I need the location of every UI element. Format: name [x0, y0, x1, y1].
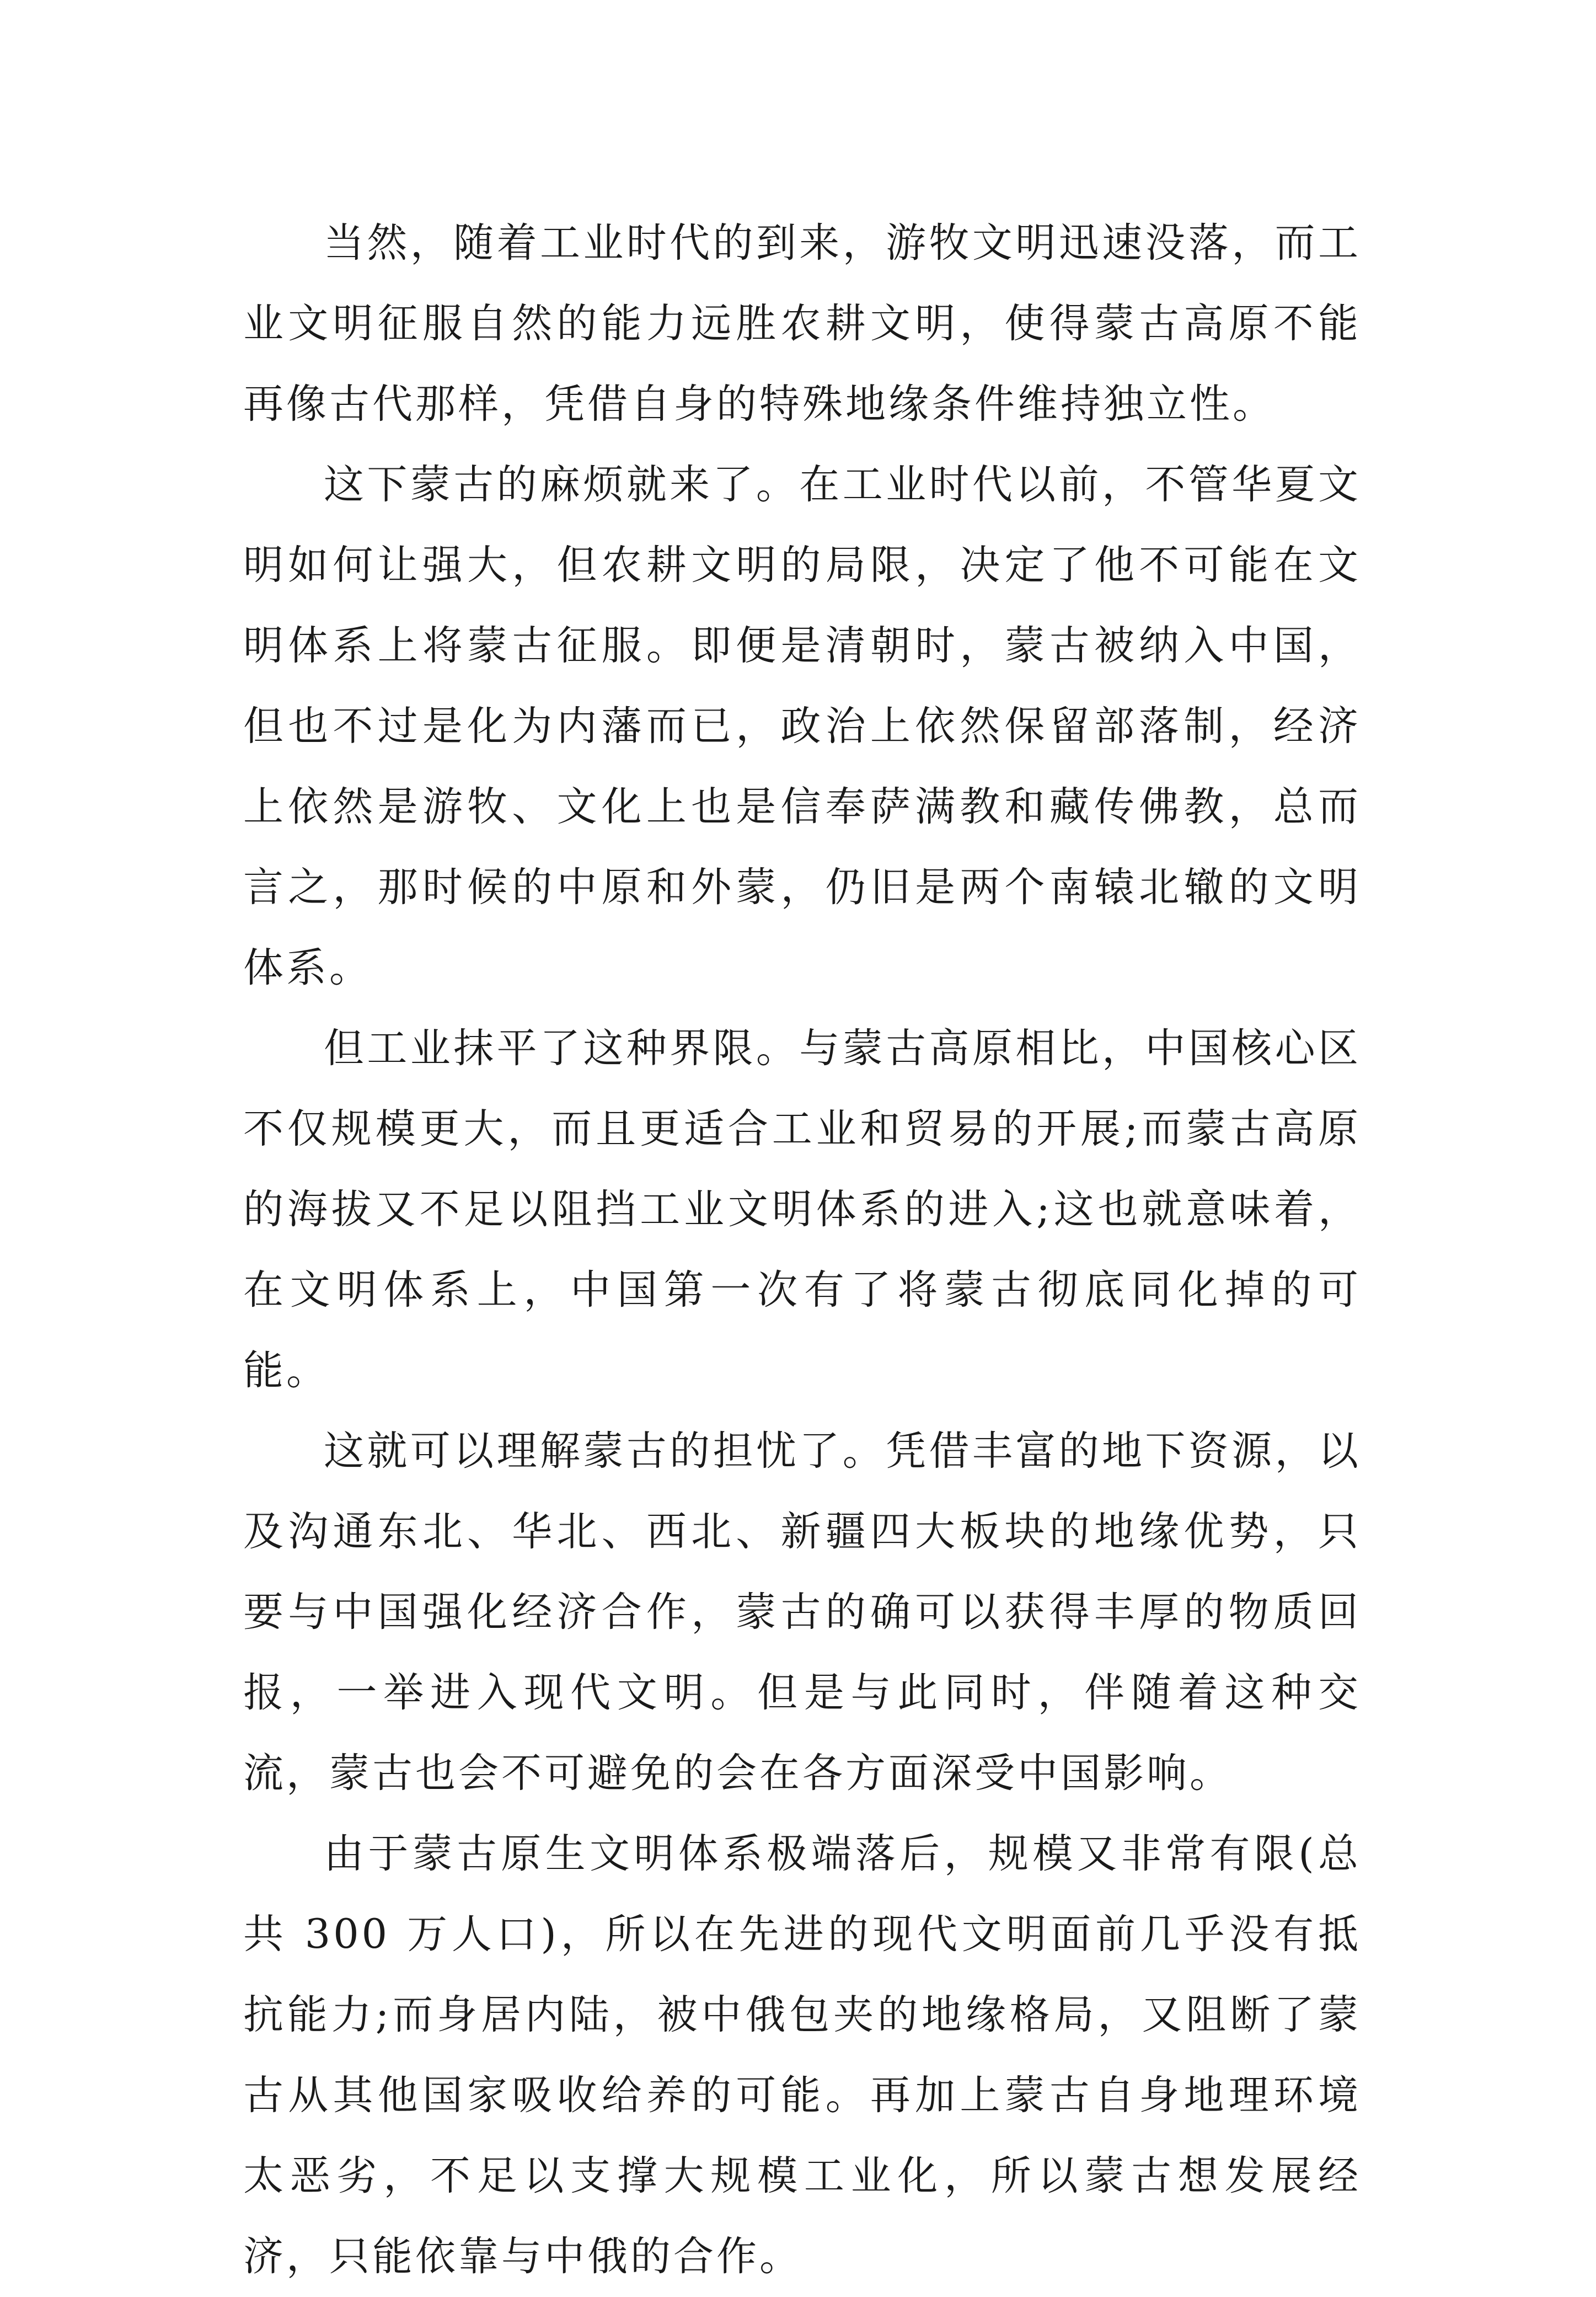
paragraph-5: 由于蒙古原生文明体系极端落后，规模又非常有限(总共 300 万人口)，所以在先进的现代文明面前几乎没有抵抗能力;而身居内陆，被中俄包夹的地缘格局，又阻断了蒙古从其他国家吸收给养的可能。再加上蒙古自身地理环境太恶劣，不足以支撑大规模工业化，所以蒙古想发展经济，只能依靠与中俄的合作。 [243, 1830, 1361, 2280]
paragraph-4: 这就可以理解蒙古的担忧了。凭借丰富的地下资源，以及沟通东北、华北、西北、新疆四大板块的地缘优势，只要与中国强化经济合作，蒙古的确可以获得丰厚的物质回报，一举进入现代文明。但是与此同时，伴随着这种交流，蒙古也会不可避免的会在各方面深受中国影响。 [243, 1428, 1361, 1797]
paragraph-3: 但工业抹平了这种界限。与蒙古高原相比，中国核心区不仅规模更大，而且更适合工业和贸易的开展;而蒙古高原的海拔又不足以阻挡工业文明体系的进入;这也就意味着，在文明体系上，中国第一次有了将蒙古彻底同化掉的可能。 [243, 1025, 1361, 1394]
paragraph-1: 当然，随着工业时代的到来，游牧文明迅速没落，而工业文明征服自然的能力远胜农耕文明，使得蒙古高原不能再像古代那样，凭借自身的特殊地缘条件维持独立性。 [243, 220, 1361, 428]
paragraph-2: 这下蒙古的麻烦就来了。在工业时代以前，不管华夏文明如何让强大，但农耕文明的局限，决定了他不可能在文明体系上将蒙古征服。即便是清朝时，蒙古被纳入中国，但也不过是化为内藩而已，政治上依然保留部落制，经济上依然是游牧、文化上也是信奉萨满教和藏传佛教，总而言之，那时候的中原和外蒙，仍旧是两个南辕北辙的文明体系。 [243, 461, 1361, 991]
document-body [243, 203, 1361, 2297]
